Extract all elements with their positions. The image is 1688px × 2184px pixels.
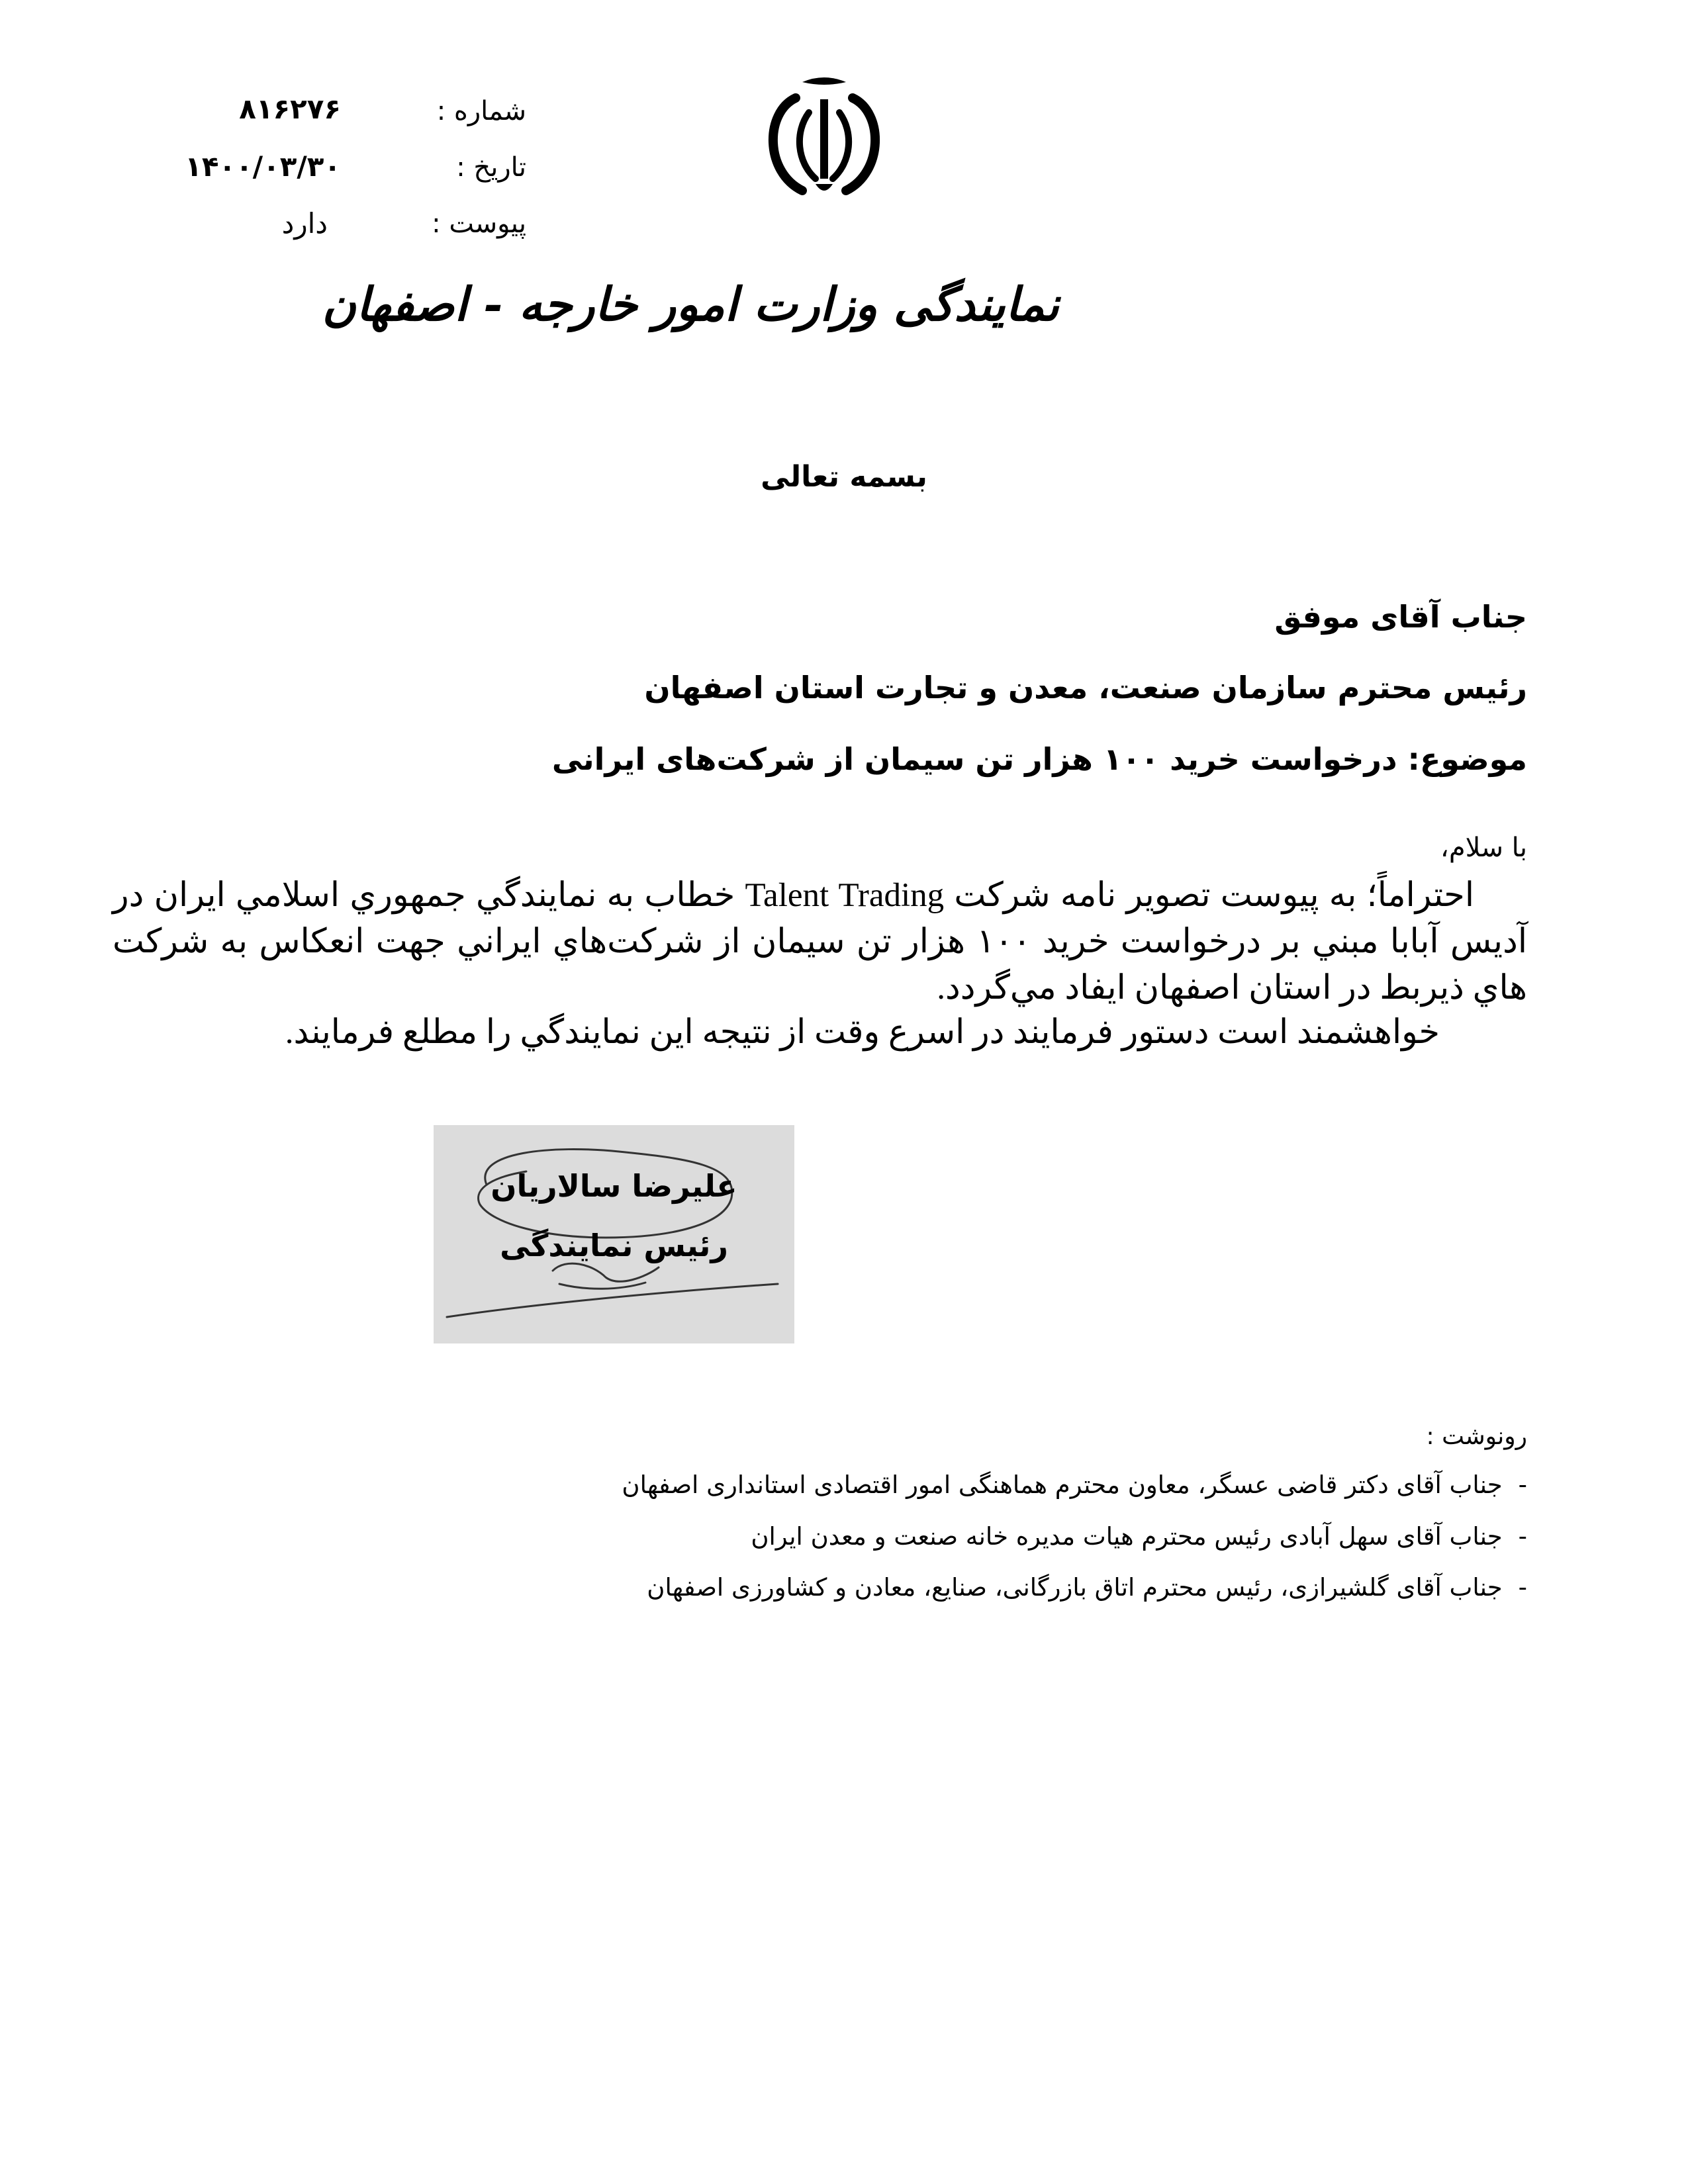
attachment-label: پیوست : [432, 208, 526, 239]
body-closing: خواهشمند است دستور فرمایند در اسرع وقت از نتیجه این نمایندگي را مطلع فرمایند. [285, 1014, 1440, 1051]
organization-name: نمایندگی وزارت امور خارجه - اصفهان [322, 277, 1059, 332]
signatory-name: علیرضا سالاریان [491, 1168, 737, 1204]
letter-body [113, 872, 1527, 1011]
date-label: تاریخ : [456, 152, 526, 183]
number-label: شماره : [436, 96, 526, 126]
signature-block [434, 1125, 794, 1343]
cc-item: -جناب آقای سهل آبادی رئیس محترم هیات مدیره خانه صنعت و معدن ایران [751, 1522, 1527, 1551]
letter-subject: موضوع: درخواست خرید ۱۰۰ هزار تن سیمان از شرکت‌های ایرانی [551, 741, 1527, 777]
signatory-position: رئیس نمایندگی [500, 1228, 728, 1263]
cc-title: رونوشت : [1426, 1423, 1527, 1450]
attachment-value: دارد [281, 207, 328, 240]
cc-item: -جناب آقای دکتر قاضی عسگر، معاون محترم هماهنگی امور اقتصادی استانداری اصفهان [622, 1471, 1527, 1499]
recipient-title: رئیس محترم سازمان صنعت، معدن و تجارت استان اصفهان [644, 670, 1527, 705]
recipient-salutation: جناب آقای موفق [1274, 599, 1527, 635]
date-value: ۱۴۰۰/۰۳/۳۰ [185, 150, 341, 183]
cc-item: -جناب آقای گلشیرازی، رئیس محترم اتاق بازرگانی، صنایع، معادن و کشاورزی اصفهان [647, 1573, 1527, 1602]
body-paragraph: احتراماً؛ به پیوست تصویر نامه شرکت Talent Trading خطاب به نمایندگي جمهوري اسلامي ايران در آديس آبابا مبني بر درخواست خريد ۱۰۰ هزار تن سيمان از شرکت‌هاي ايراني جهت انعکاس به شرکت هاي ذيربط در استان اصفهان ايفاد مي‌گردد. [113, 877, 1527, 1007]
emblem-icon [755, 73, 894, 199]
bismillah-heading: بسمه تعالی [761, 460, 927, 494]
number-value: ۸۱۶۲۷۶ [239, 93, 341, 125]
greeting: با سلام، [1440, 833, 1527, 863]
